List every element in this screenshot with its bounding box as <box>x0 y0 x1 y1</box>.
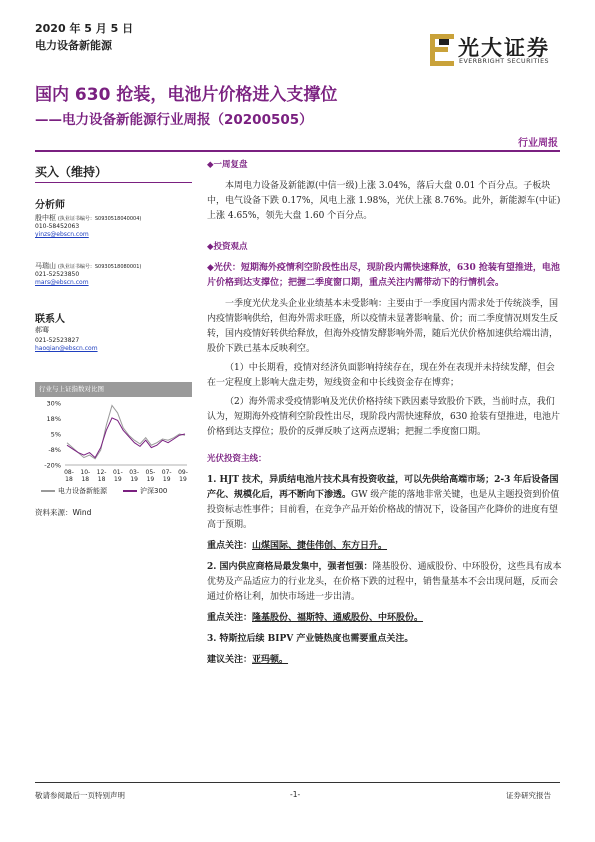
paragraph: 一季度光伏龙头企业业绩基本未受影响：主要由于一季度国内需求处于传统淡季，国内疫情影响供给，但海外需求旺盛，所以疫情未显著影响量、价；而二季度情况则发生反转，国内疫情好转供给释放，但海外疫情发酵影响外需，随后光伏价格加速供给端出清，股价下跌已基本反映利空。 <box>207 299 559 354</box>
report-subtitle: ——电力设备新能源行业周报（20200505） <box>35 112 313 128</box>
theme-item-concentration-text: 隆基股份、通威股份、中环股份，这些具有成本优势及产品适应力的行业龙头，在价格下跌的过程中，销售量基本不会出现问题，反而会通过价格让利，加快市场进一步出清。 <box>207 562 562 602</box>
analyst-license: (执业证书编号：S0930518080001) <box>57 264 142 270</box>
comparison-chart <box>35 382 192 500</box>
focus-stocks: 亚玛顿。 <box>252 655 289 665</box>
x-tick-label: 18 <box>97 476 106 483</box>
footer-doc-type: 证券研究报告 <box>506 791 551 800</box>
paragraph: （2）海外需求受疫情影响及光伏价格持续下跌因素导致股价下跌，当前时点，我们认为，短期海外疫情利空阶段性出尽，现阶段内需快速释放，630 抢装有望推进，电池片价格到达支撑位；股价的反弹反映了这两点逻辑；把握二季度窗口期。 <box>207 397 561 437</box>
theme-item-bipv: 3. 特斯拉后续 BIPV 产业链热度也需要重点关注。 <box>207 634 414 644</box>
x-tick-label: 01- <box>112 469 123 476</box>
x-tick-label: 05- <box>145 469 156 476</box>
footer-disclaimer: 敬请参阅最后一页特别声明 <box>35 791 125 800</box>
focus-stocks: 山煤国际、捷佳伟创、东方日升。 <box>252 541 388 551</box>
y-tick-label: -8% <box>48 446 61 454</box>
logo-english-name: EVERBRIGHT SECURITIES <box>459 58 550 65</box>
pv-lead-label: ◆光伏： <box>207 263 241 273</box>
theme-item-hjt <box>207 473 562 533</box>
y-tick-label: 5% <box>50 430 61 439</box>
x-tick-label: 19 <box>130 476 138 483</box>
page-number: -1- <box>290 790 301 799</box>
analyst-line <box>35 262 195 271</box>
focus-label: 重点关注： <box>207 613 253 623</box>
y-tick-label: 30% <box>46 399 61 408</box>
contact-name: 郝骞 <box>35 326 49 334</box>
x-tick-label: 12- <box>96 469 107 476</box>
weekly-review-text: 本周电力设备及新能源(中信一级)上涨 3.04%，落后大盘 0.01 个百分点。子板块中，电气设备下跌 0.17%，风电上涨 1.98%，光伏上涨 8.76%。此外，新能源车(中证)上涨 4.65%，领先大盘 1.60 个百分点。 <box>207 181 561 221</box>
sidebar-divider <box>35 182 192 183</box>
analyst-line <box>35 214 195 223</box>
x-tick-label: 19 <box>114 476 122 483</box>
y-tick-label: -20% <box>44 461 61 470</box>
x-tick-label: 10- <box>80 469 91 476</box>
pv-lead-text: 短期海外疫情利空阶段性出尽，现阶段内需快速释放，630 抢装有望推进，电池片价格到达支撑位；把握二季度窗口期，重点关注内需带动下的行情机会。 <box>207 263 560 288</box>
x-tick-label: 19 <box>179 476 187 483</box>
chart-source: 资料来源：Wind <box>35 508 92 517</box>
analyst-license: (执业证书编号：S0930518040004) <box>57 216 142 222</box>
legend-label: 沪深300 <box>140 487 168 495</box>
analyst-phone: 021-52523850 <box>35 271 80 278</box>
y-tick-label: 18% <box>46 415 61 423</box>
analyst-email-link[interactable]: yinzs@ebscn.com <box>35 231 89 238</box>
contact-phone: 021-52523827 <box>35 337 80 344</box>
everbright-logo-icon <box>430 34 454 66</box>
section-heading-weekly-review: ◆一周复盘 <box>207 160 248 170</box>
theme-item-hjt-text: GW 级产能的落地非常关键，也是从主题投资到价值投资标志性事件；目前看，在竞争产品开始价格战的情况下，设备国产化降价的进度有望高于预期。 <box>207 490 560 530</box>
chart-plot <box>35 397 192 500</box>
x-tick-label: 19 <box>146 476 155 483</box>
focus-label: 建议关注： <box>207 655 253 665</box>
analyst-block <box>35 262 195 286</box>
focus-label: 重点关注： <box>207 541 253 551</box>
x-tick-label: 07- <box>161 469 172 476</box>
x-tick-label: 19 <box>162 476 171 483</box>
focus-line <box>207 539 562 554</box>
contact-block <box>35 326 195 352</box>
theme-item-concentration <box>207 560 562 605</box>
analyst-name: 马瑞山 <box>35 262 56 270</box>
theme-item-hjt-bold: 1. HJT 技术，异质结电池片技术具有投资收益，可以先供给高端市场；2-3 年后设备国产化、规模化后，再不断向下渗透。 <box>207 475 559 500</box>
x-tick-label: 09- <box>178 469 188 476</box>
analyst-name: 殷中枢 <box>35 214 56 222</box>
analyst-email-link[interactable]: mars@ebscn.com <box>35 279 89 286</box>
x-tick-label: 18 <box>65 476 73 483</box>
section-heading-investment-view: ◆投资观点 <box>207 242 248 252</box>
report-date: 2020 年 5 月 5 日 <box>35 22 134 35</box>
analyst-phone: 010-58452063 <box>35 223 80 230</box>
x-tick-label: 03- <box>129 469 140 476</box>
logo-chinese-name: 光大证券 <box>458 35 550 60</box>
sector-label: 电力设备新能源 <box>35 39 112 52</box>
contact-email-link[interactable]: haoqian@ebscn.com <box>35 345 98 352</box>
series-line-sector <box>67 406 185 459</box>
theme-item-concentration-bold: 2. 国内供应商格局最发集中，强者恒强： <box>207 562 373 572</box>
series-line-csi300 <box>67 418 185 458</box>
paragraph: （1）中长期看，疫情对经济负面影响持续存在，现在外在表现并未持续发酵，但会在一定程度上影响大盘走势，短线资金和中长线资金存在博弈； <box>207 363 555 388</box>
report-title: 国内 630 抢装，电池片价格进入支撑位 <box>35 85 338 105</box>
x-tick-label: 18 <box>81 476 90 483</box>
x-tick-label: 08- <box>64 469 74 476</box>
report-type-label: 行业周报 <box>518 138 558 149</box>
focus-line <box>207 611 562 626</box>
analyst-heading: 分析师 <box>35 200 65 211</box>
footer-divider <box>35 782 560 783</box>
focus-line <box>207 653 562 668</box>
legend-label: 电力设备新能源 <box>58 487 107 495</box>
chart-title: 行业与上证指数对比图 <box>35 382 192 397</box>
main-content <box>207 158 562 668</box>
header-divider <box>35 150 560 152</box>
pv-lead-paragraph <box>207 261 562 291</box>
analyst-block <box>35 214 195 238</box>
rating-label: 买入（维持） <box>35 165 108 179</box>
contact-heading: 联系人 <box>35 314 65 325</box>
section-heading-pv-themes: 光伏投资主线： <box>207 454 267 464</box>
focus-stocks: 隆基股份、福斯特、通威股份、中环股份。 <box>252 613 424 623</box>
